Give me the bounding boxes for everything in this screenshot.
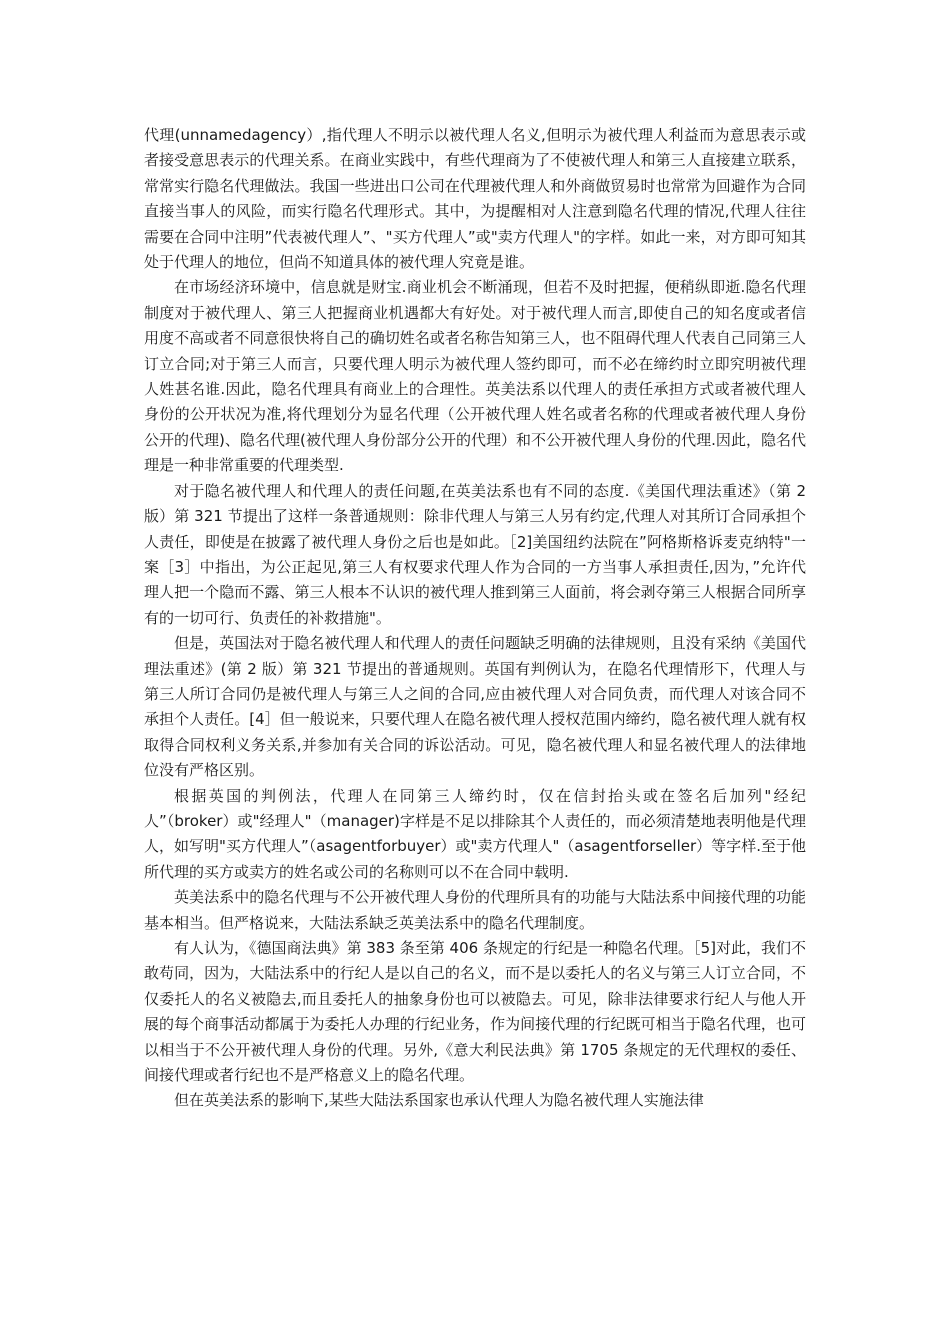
paragraph-6: 英美法系中的隐名代理与不公开被代理人身份的代理所具有的功能与大陆法系中间接代理的功能基本相当。但严格说来，大陆法系缺乏英美法系中的隐名代理制度。 [144,888,806,932]
paragraph-7: 有人认为，《德国商法典》第 383 条至第 406 条规定的行纪是一种隐名代理。［5]对此，我们不敢苟同，因为，大陆法系中的行纪人是以自己的名义，而不是以委托人的名义与第三人订立合同，不仅委托人的名义被隐去,而且委托人的抽象身份也可以被隐去。可见，除非法律要求行纪人与他人开展的每个商事活动都属于为委托人办理的行纪业务，作为间接代理的行纪既可相当于隐名代理，也可以相当于不公开被代理人身份的代理。另外,《意大利民法典》第 1705 条规定的无代理权的委任、间接代理或者行纪也不是严格意义上的隐名代理。 [144,939,806,1085]
paragraph-8: 但在英美法系的影响下,某些大陆法系国家也承认代理人为隐名被代理人实施法律 [174,1091,704,1110]
document-body [144,123,806,1114]
paragraph-1: 代理(unnamedagency）,指代理人不明示以被代理人名义,但明示为被代理人利益而为意思表示或者接受意思表示的代理关系。在商业实践中，有些代理商为了不使被代理人和第三人直接建立联系，常常实行隐名代理做法。我国一些进出口公司在代理被代理人和外商做贸易时也常常为回避作为合同直接当事人的风险，而实行隐名代理形式。其中，为提醒相对人注意到隐名代理的情况,代理人往往需要在合同中注明”代表被代理人”、"买方代理人”或"卖方代理人"的字样。如此一来，对方即可知其处于代理人的地位，但尚不知道具体的被代理人究竟是谁。 [144,126,806,272]
paragraph-5: 根据英国的判例法，代理人在同第三人缔约时，仅在信封抬头或在签名后加列"经纪人”（broker）或"经理人"（manager)字样是不足以排除其个人责任的，而必须清楚地表明他是代理人，如写明"买方代理人”（asagentforbuyer）或"卖方代理人"（asagentforseller）等字样.至于他所代理的买方或卖方的姓名或公司的名称则可以不在合同中载明. [144,786,806,881]
paragraph-2: 在市场经济环境中，信息就是财宝.商业机会不断涌现，但若不及时把握，便稍纵即逝.隐名代理制度对于被代理人、第三人把握商业机遇都大有好处。对于被代理人而言,即使自己的知名度或者信用度不高或者不同意很快将自己的确切姓名或者名称告知第三人，也不阻碍代理人代表自己同第三人订立合同;对于第三人而言，只要代理人明示为被代理人签约即可，而不必在缔约时立即究明被代理人姓甚名谁.因此，隐名代理具有商业上的合理性。英美法系以代理人的责任承担方式或者被代理人身份的公开状况为准,将代理划分为显名代理（公开被代理人姓名或者名称的代理或者被代理人身份公开的代理)、隐名代理(被代理人身份部分公开的代理）和不公开被代理人身份的代理.因此，隐名代理是一种非常重要的代理类型. [144,278,806,475]
paragraph-4: 但是，英国法对于隐名被代理人和代理人的责任问题缺乏明确的法律规则，且没有采纳《美国代理法重述》(第 2 版）第 321 节提出的普通规则。英国有判例认为，在隐名代理情形下，代理人与第三人所订合同仍是被代理人与第三人之间的合同,应由被代理人对合同负责，而代理人对该合同不承担个人责任。[4］但一般说来，只要代理人在隐名被代理人授权范围内缔约，隐名被代理人就有权取得合同权利义务关系,并参加有关合同的诉讼活动。可见，隐名被代理人和显名被代理人的法律地位没有严格区别。 [144,634,806,780]
paragraph-3: 对于隐名被代理人和代理人的责任问题,在英美法系也有不同的态度.《美国代理法重述》（第 2 版）第 321 节提出了这样一条普通规则：除非代理人与第三人另有约定,代理人对其所订合同承担个人责任，即使是在披露了被代理人身份之后也是如此。［2]美国纽约法院在”阿格斯格诉麦克纳特"一案［3］中指出，为公正起见,第三人有权要求代理人作为合同的一方当事人承担责任,因为，”允许代理人把一个隐而不露、第三人根本不认识的被代理人推到第三人面前，将会剥夺第三人根据合同所享有的一切可行、负责任的补救措施"。 [144,481,806,627]
